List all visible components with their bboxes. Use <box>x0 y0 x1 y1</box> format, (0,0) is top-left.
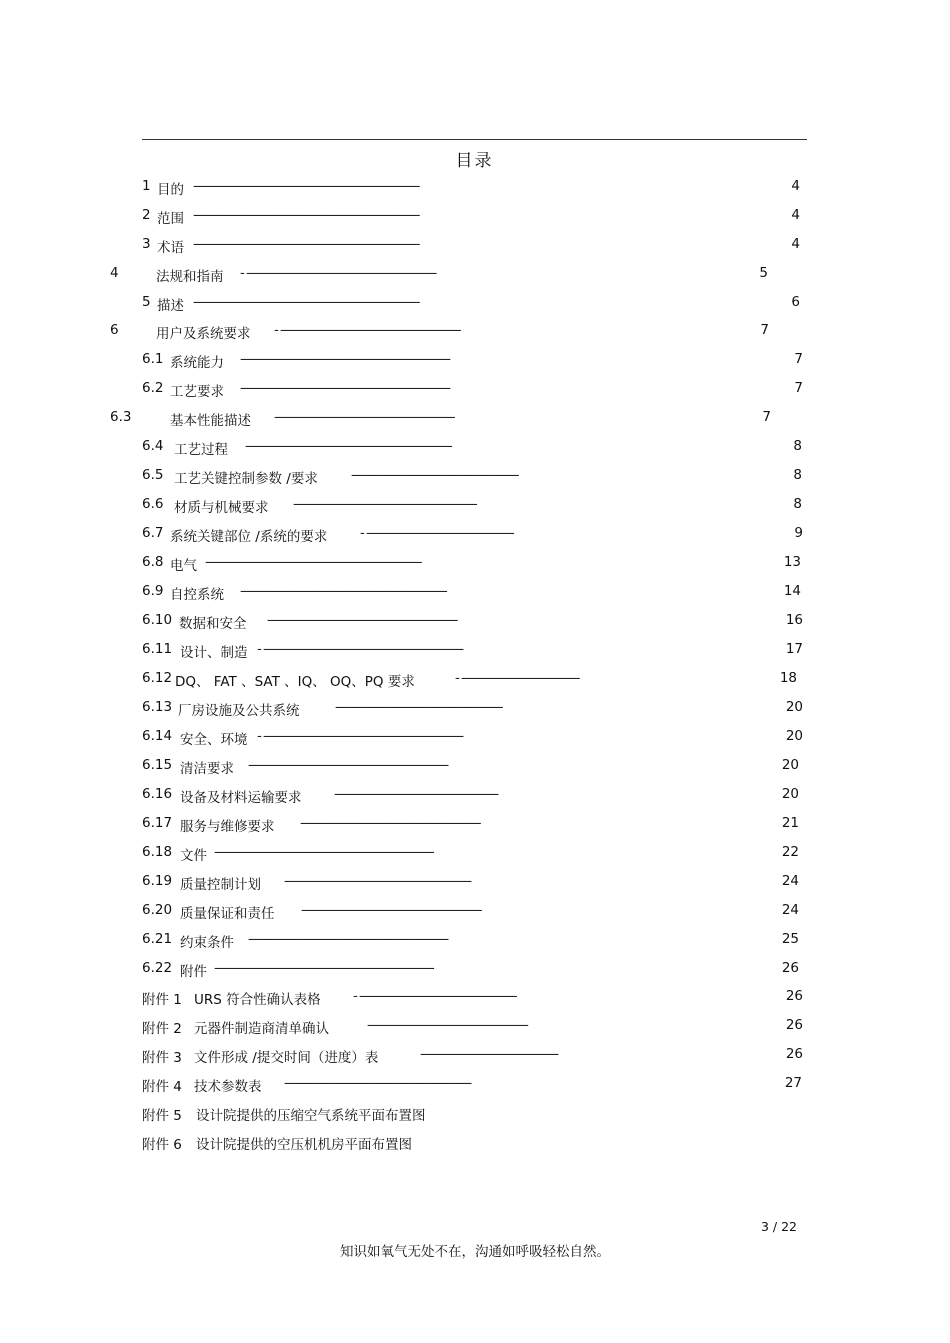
toc-entry[interactable] <box>0 1046 950 1066</box>
toc-entry-leader: - ------------------------------------------------------------- <box>257 728 463 744</box>
toc-entry-leader: ------------------------------------------------------- <box>274 409 454 425</box>
toc-entry-page: 20 <box>781 757 799 773</box>
toc-entry-page: 13 <box>783 554 801 570</box>
toc-entry[interactable] <box>0 583 950 603</box>
toc-title: 目录 <box>455 151 494 171</box>
toc-entry-page: 20 <box>785 728 803 744</box>
toc-entry-leader: ------------------------------------------------------------------ <box>205 554 421 570</box>
toc-entry-leader: ---------------------------------------------------------------- <box>240 351 450 367</box>
toc-entry-page: 14 <box>783 583 801 599</box>
toc-entry[interactable] <box>0 988 950 1008</box>
toc-entry-leader: ------------------------------------------------------- <box>300 815 480 831</box>
toc-entry-number: 6.21 <box>142 931 173 947</box>
toc-entry-leader: - ------------------------------------------------ <box>353 988 516 1004</box>
toc-entry[interactable] <box>0 931 950 951</box>
toc-entry[interactable] <box>0 380 950 400</box>
toc-entry[interactable] <box>0 641 950 661</box>
toc-entry[interactable] <box>0 265 950 285</box>
toc-entry-title: 文件 <box>180 848 207 864</box>
toc-entry[interactable] <box>0 699 950 719</box>
toc-entry-page: 26 <box>781 960 799 976</box>
toc-entry-leader: ------------------------------------------------------------------- <box>214 960 434 976</box>
toc-entry-page: 24 <box>781 902 799 918</box>
toc-entry-title: 技术参数表 <box>194 1079 262 1095</box>
toc-entry-number: 6.13 <box>142 699 173 715</box>
toc-entry-number: 6.5 <box>142 467 164 483</box>
toc-entry[interactable] <box>0 960 950 980</box>
toc-entry-number: 附件 3 <box>142 1050 182 1066</box>
toc-entry-title: 附件 <box>180 964 207 980</box>
toc-entry-page: 20 <box>785 699 803 715</box>
toc-entry-page: 6 <box>791 294 800 310</box>
toc-entry-leader: --------------------------------------------------------------------- <box>193 236 419 252</box>
toc-entry-number: 6.20 <box>142 902 173 918</box>
toc-entry-page: 7 <box>762 409 771 425</box>
toc-entry-number: 附件 2 <box>142 1021 182 1037</box>
toc-entry-number: 6.15 <box>142 757 173 773</box>
toc-entry-page: 4 <box>791 207 800 223</box>
toc-entry[interactable] <box>0 322 950 342</box>
toc-entry-leader: ------------------------------------------------------------- <box>248 931 448 947</box>
toc-entry-leader: - ------------------------------------------------------------- <box>257 641 463 657</box>
toc-entry[interactable] <box>0 178 950 198</box>
toc-entry-leader: ---------------------------------------------------------- <box>267 612 457 628</box>
toc-entry-page: 9 <box>794 525 803 541</box>
toc-entry-page: 8 <box>793 467 802 483</box>
toc-entry-number: 附件 4 <box>142 1079 182 1095</box>
toc-entry-title: 用户及系统要求 <box>156 326 251 342</box>
toc-entry-title: 设计院提供的空压机机房平面布置图 <box>196 1137 412 1153</box>
toc-entry-page: 27 <box>784 1075 802 1091</box>
toc-entry-title: 自控系统 <box>170 587 224 603</box>
toc-entry-title: 目的 <box>157 182 184 198</box>
toc-entry-title: 描述 <box>157 298 184 314</box>
toc-entry[interactable] <box>0 438 950 458</box>
toc-entry-leader: ------------------------------------------ <box>420 1046 558 1062</box>
toc-entry-title: 工艺过程 <box>174 442 228 458</box>
toc-entry-page: 8 <box>793 496 802 512</box>
toc-entry-title: 设计、制造 <box>180 645 248 661</box>
toc-entry-leader: ------------------------------------------------- <box>367 1017 528 1033</box>
toc-entry-leader: - ------------------------------------ <box>455 670 579 686</box>
toc-entry-page: 7 <box>794 380 803 396</box>
toc-entry-number: 6.2 <box>142 380 164 396</box>
toc-entry-leader: - --------------------------------------------- <box>360 525 514 541</box>
toc-entry-leader: ------------------------------------------------------------- <box>248 757 448 773</box>
toc-entry-number: 附件 5 <box>142 1108 182 1124</box>
toc-entry-page: 18 <box>779 670 797 686</box>
toc-entry[interactable] <box>0 670 950 690</box>
toc-entry-page: 26 <box>785 1017 803 1033</box>
toc-entry-page: 21 <box>781 815 799 831</box>
toc-entry-number: 6.10 <box>142 612 173 628</box>
toc-entry-page: 24 <box>781 873 799 889</box>
toc-entry-number: 附件 1 <box>142 992 182 1008</box>
toc-entry-title: 文件形成 /提交时间（进度）表 <box>194 1050 379 1066</box>
toc-entry-page: 4 <box>791 178 800 194</box>
toc-entry-leader: --------------------------------------------------------- <box>284 873 471 889</box>
toc-entry-leader: --------------------------------------------------------------------- <box>193 294 419 310</box>
toc-entry-title: 厂房设施及公共系统 <box>178 703 300 719</box>
toc-entry-title: 约束条件 <box>180 935 234 951</box>
toc-entry-page: 25 <box>781 931 799 947</box>
toc-entry-number: 6.16 <box>142 786 173 802</box>
toc-entry[interactable] <box>0 236 950 256</box>
toc-entry-leader: --------------------------------------------------------------- <box>240 583 447 599</box>
toc-entry-title: 系统关键部位 /系统的要求 <box>170 529 328 545</box>
toc-entry-title: 基本性能描述 <box>170 413 251 429</box>
toc-entry[interactable] <box>0 786 950 806</box>
toc-entry-number: 1 <box>142 178 151 194</box>
toc-entry-number: 4 <box>110 265 119 281</box>
toc-entry[interactable] <box>0 612 950 632</box>
toc-entry[interactable] <box>0 1104 950 1124</box>
toc-entry-title: 系统能力 <box>170 355 224 371</box>
toc-entry-title: 电气 <box>170 558 197 574</box>
toc-entry[interactable] <box>0 728 950 748</box>
toc-entry[interactable] <box>0 207 950 227</box>
toc-entry[interactable] <box>0 815 950 835</box>
toc-entry-page: 5 <box>759 265 768 281</box>
toc-entry-leader: --------------------------------------------------------------------- <box>193 207 419 223</box>
toc-entry-leader: ---------------------------------------------------------------- <box>240 380 450 396</box>
toc-entry-page: 7 <box>794 351 803 367</box>
toc-entry[interactable] <box>0 844 950 864</box>
toc-entry-title: 安全、环境 <box>180 732 248 748</box>
toc-entry-number: 6.1 <box>142 351 164 367</box>
toc-entry-page: 16 <box>785 612 803 628</box>
toc-entry-page: 26 <box>785 988 803 1004</box>
footer-slogan: 知识如氧气无处不在，沟通如呼吸轻松自然。 <box>340 1244 610 1260</box>
toc-entry-leader: --------------------------------------------------------------- <box>245 438 452 454</box>
toc-entry-title: 数据和安全 <box>179 616 247 632</box>
toc-entry-number: 6.8 <box>142 554 164 570</box>
toc-entry-leader: ------------------------------------------------------------------- <box>214 844 434 860</box>
toc-entry-number: 6.3 <box>110 409 132 425</box>
toc-entry-number: 3 <box>142 236 151 252</box>
header-rule <box>142 139 807 140</box>
toc-entry[interactable] <box>0 554 950 574</box>
toc-entry-page: 8 <box>793 438 802 454</box>
toc-entry-number: 5 <box>142 294 151 310</box>
toc-entry[interactable] <box>0 409 950 429</box>
toc-entry-number: 6.18 <box>142 844 173 860</box>
toc-entry-title: 设备及材料运输要求 <box>180 790 302 806</box>
toc-entry-number: 6.17 <box>142 815 173 831</box>
toc-entry-leader: - ---------------------------------------------------------- <box>240 265 436 281</box>
toc-entry-number: 6 <box>110 322 119 338</box>
toc-entry-number: 6.6 <box>142 496 164 512</box>
toc-entry-title: 工艺关键控制参数 /要求 <box>174 471 318 487</box>
toc-entry-number: 6.12 <box>142 670 173 686</box>
toc-entry-title: URS 符合性确认表格 <box>194 992 321 1008</box>
toc-entry-page: 20 <box>781 786 799 802</box>
toc-entry[interactable] <box>0 1075 950 1095</box>
toc-entry-number: 6.19 <box>142 873 173 889</box>
toc-entry-number: 6.22 <box>142 960 173 976</box>
toc-entry-number: 2 <box>142 207 151 223</box>
toc-entry-number: 6.9 <box>142 583 164 599</box>
toc-entry[interactable] <box>0 294 950 314</box>
toc-entry-title: DQ、 FAT 、SAT 、IQ、 OQ、PQ 要求 <box>175 674 415 690</box>
toc-entry-number: 6.11 <box>142 641 173 657</box>
toc-entry[interactable] <box>0 1017 950 1037</box>
toc-entry-page: 26 <box>785 1046 803 1062</box>
toc-entry-title: 清洁要求 <box>180 761 234 777</box>
toc-entry-number: 6.14 <box>142 728 173 744</box>
toc-entry-leader: --------------------------------------------------------------------- <box>193 178 419 194</box>
toc-entry-leader: ------------------------------------------------------- <box>301 902 481 918</box>
toc-entry[interactable] <box>0 496 950 516</box>
toc-entry-title: 法规和指南 <box>156 269 224 285</box>
toc-entry-title: 设计院提供的压缩空气系统平面布置图 <box>196 1108 426 1124</box>
toc-entry-page: 4 <box>791 236 800 252</box>
toc-entry-title: 术语 <box>157 240 184 256</box>
toc-entry-title: 材质与机械要求 <box>174 500 269 516</box>
toc-entry-leader: -------------------------------------------------------- <box>293 496 477 512</box>
page-indicator: 3 / 22 <box>760 1219 797 1234</box>
toc-entry-leader: -------------------------------------------------- <box>334 786 498 802</box>
toc-entry[interactable] <box>0 467 950 487</box>
toc-entry-page: 7 <box>760 322 769 338</box>
toc-entry-title: 元器件制造商清单确认 <box>194 1021 329 1037</box>
toc-entry[interactable] <box>0 1133 950 1153</box>
toc-entry-number: 6.7 <box>142 525 164 541</box>
toc-entry-leader: --------------------------------------------------- <box>335 699 502 715</box>
toc-entry[interactable] <box>0 351 950 371</box>
toc-entry-title: 质量保证和责任 <box>180 906 275 922</box>
toc-entry[interactable] <box>0 873 950 893</box>
toc-entry-leader: --------------------------------------------------------- <box>284 1075 471 1091</box>
toc-entry[interactable] <box>0 525 950 545</box>
toc-entry-leader: - ------------------------------------------------------- <box>274 322 460 338</box>
toc-entry-title: 质量控制计划 <box>180 877 261 893</box>
toc-entry-title: 范围 <box>157 211 184 227</box>
toc-entry-title: 工艺要求 <box>170 384 224 400</box>
toc-entry-title: 服务与维修要求 <box>180 819 275 835</box>
toc-entry[interactable] <box>0 902 950 922</box>
toc-entry-number: 附件 6 <box>142 1137 182 1153</box>
toc-entry-page: 17 <box>785 641 803 657</box>
toc-entry[interactable] <box>0 757 950 777</box>
toc-entry-number: 6.4 <box>142 438 164 454</box>
toc-entry-page: 22 <box>781 844 799 860</box>
toc-entry-leader: --------------------------------------------------- <box>351 467 518 483</box>
